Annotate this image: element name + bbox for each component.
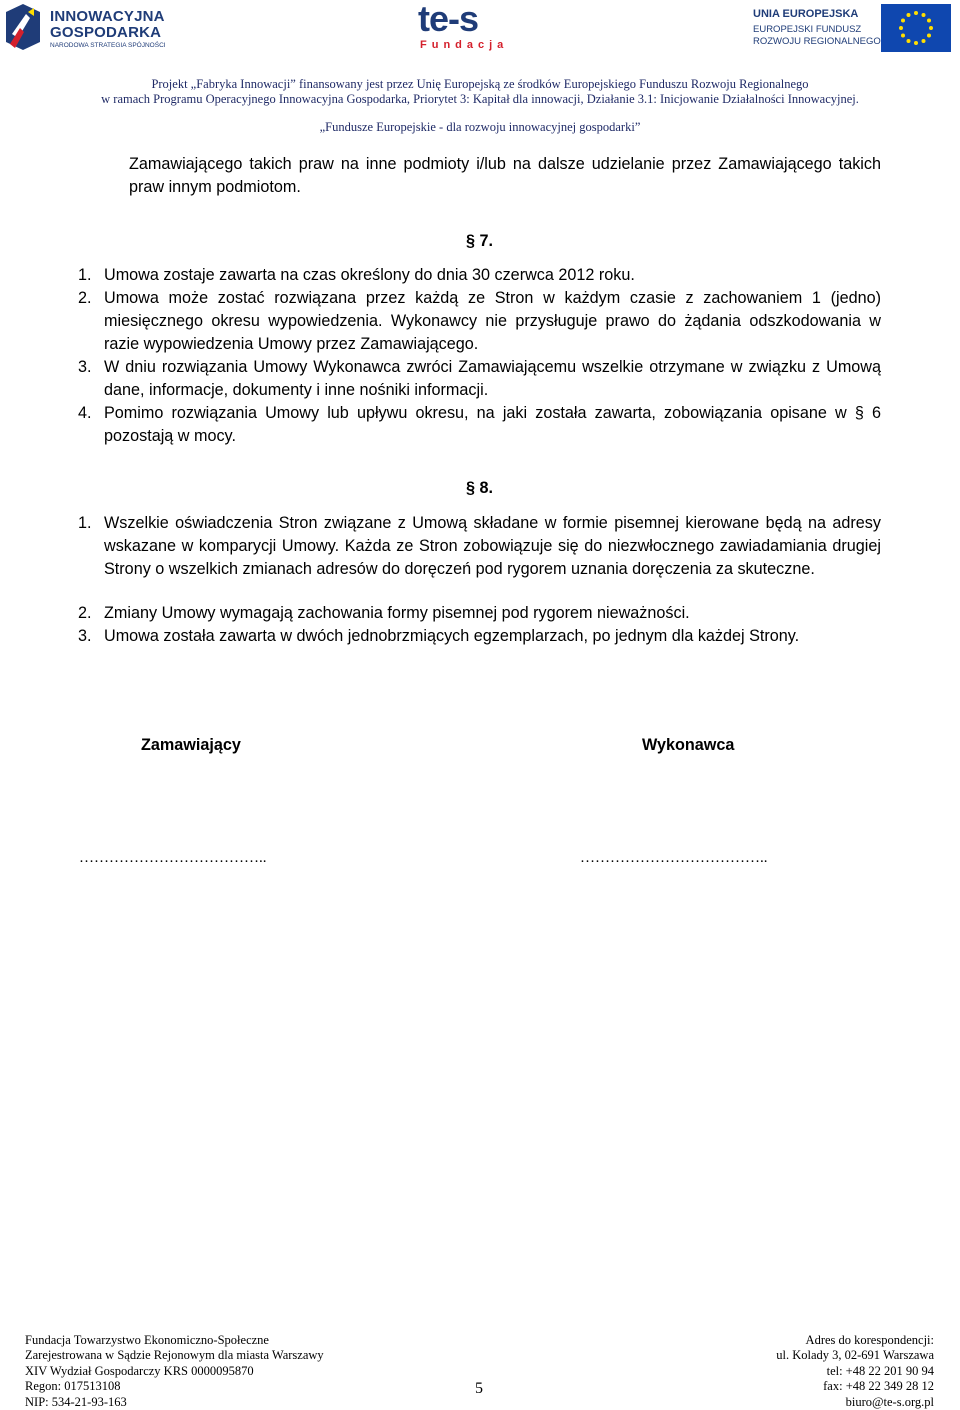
footer-left-block (25, 1333, 324, 1410)
intro-paragraph: Zamawiającego takich praw na inne podmioty i/lub na dalsze udzielanie przez Zamawiającego takich praw innym podmiotom. (129, 155, 881, 196)
s8-item-3-text: Umowa została zawarta w dwóch jednobrzmiących egzemplarzach, po jednym dla każdej Strony. (104, 627, 800, 645)
project-info-line1: Projekt „Fabryka Innowacji” finansowany jest przez Unię Europejską ze środków Europejskiego Funduszu Rozwoju Regionalnego (151, 77, 809, 91)
section-7-heading: § 7. (466, 232, 494, 250)
s7-item-3-text: W dniu rozwiązania Umowy Wykonawca zwróci Zamawiającemu wszelkie otrzymane w związku z Umową dane, informacje, dokumenty i inne nośniki informacji. (104, 358, 881, 399)
eu-logo-line2: EUROPEJSKI FUNDUSZ (753, 24, 862, 35)
signature-line-left: ……………………………….. (79, 850, 267, 866)
s7-item-2-text: Umowa może zostać rozwiązana przez każdą ze Stron w każdym czasie z zachowaniem 1 (jedno) miesięcznego okresu wypowiedzenia. Wykonawcy nie przysługuje prawo do żądania odszkodowania w razie wypowiedzenia Umowy przez Zamawiającego. (104, 289, 881, 353)
eu-logo (753, 4, 953, 54)
project-info-line2: w ramach Programu Operacyjnego Innowacyjna Gospodarka, Priorytet 3: Kapitał dla innowacji, Działanie 3.1: Inicjowanie Działalności Innowacyjnej. (101, 92, 859, 106)
s8-item-3-number: 3. (78, 627, 92, 645)
slogan: „Fundusze Europejskie - dla rozwoju innowacyjnej gospodarki” (319, 120, 641, 134)
footer-left-line: Zarejestrowana w Sądzie Rejonowym dla miasta Warszawy (25, 1348, 324, 1363)
innowacyjna-gospodarka-mark-icon (6, 4, 40, 50)
logo-left-line1: INNOWACYJNA (50, 8, 165, 25)
s7-item-1-text: Umowa zostaje zawarta na czas określony do dnia 30 czerwca 2012 roku. (104, 266, 635, 284)
signature-line-right: ……………………………….. (580, 850, 768, 866)
logo-left-line2: GOSPODARKA (50, 24, 162, 41)
s7-item-4-number: 4. (78, 404, 92, 422)
footer-right-line: fax: +48 22 349 28 12 (823, 1379, 934, 1394)
section-8-heading: § 8. (466, 479, 494, 497)
tes-logo-word: te-s (418, 0, 479, 39)
footer-right-line: biuro@te-s.org.pl (845, 1394, 934, 1409)
footer-left-line: Fundacja Towarzystwo Ekonomiczno-Społeczne (25, 1333, 269, 1347)
eu-logo-line1: UNIA EUROPEJSKA (753, 8, 859, 20)
innowacyjna-gospodarka-logo (6, 4, 166, 54)
page-number: 5 (475, 1380, 483, 1397)
footer-right-block (776, 1333, 934, 1410)
s7-item-3-number: 3. (78, 358, 92, 376)
s7-item-4-text: Pomimo rozwiązania Umowy lub upływu okresu, na jaki została zawarta, zobowiązania opisane w § 6 pozostają w mocy. (104, 404, 881, 445)
footer-left-line: NIP: 534-21-93-163 (25, 1394, 127, 1409)
s8-item-1-text: Wszelkie oświadczenia Stron związane z Umową składane w formie pisemnej kierowane będą na adresy wskazane w komparycji Umowy. Każda ze Stron zobowiązuje się do niezwłocznego zawiadamiania drugiej Strony o wszelkich zmianach adresów do doręczeń pod rygorem uznania doręczenia za skuteczne. (104, 514, 881, 578)
footer-right-line: Adres do korespondencji: (805, 1333, 934, 1347)
s7-item-1-number: 1. (78, 266, 92, 284)
footer-left-line: XIV Wydział Gospodarczy KRS 0000095870 (25, 1363, 254, 1378)
eu-flag-icon (881, 4, 951, 52)
s7-item-2-number: 2. (78, 289, 92, 307)
footer-right-line: tel: +48 22 201 90 94 (826, 1363, 934, 1378)
footer-right-line: ul. Kolady 3, 02-691 Warszawa (776, 1348, 934, 1363)
logo-left-subtitle: NARODOWA STRATEGIA SPÓJNOŚCI (50, 42, 166, 49)
footer-left-line: Regon: 017513108 (25, 1379, 121, 1394)
s8-item-2-number: 2. (78, 604, 92, 622)
tes-foundation-logo (418, 0, 509, 54)
tes-logo-subtitle: Fundacja (420, 39, 509, 51)
signature-label-zamawiajacy: Zamawiający (141, 736, 241, 754)
signature-label-wykonawca: Wykonawca (642, 736, 735, 754)
s8-item-1-number: 1. (78, 514, 92, 532)
eu-logo-line3: ROZWOJU REGIONALNEGO (753, 36, 881, 47)
s8-item-2-text: Zmiany Umowy wymagają zachowania formy pisemnej pod rygorem nieważności. (104, 604, 690, 622)
